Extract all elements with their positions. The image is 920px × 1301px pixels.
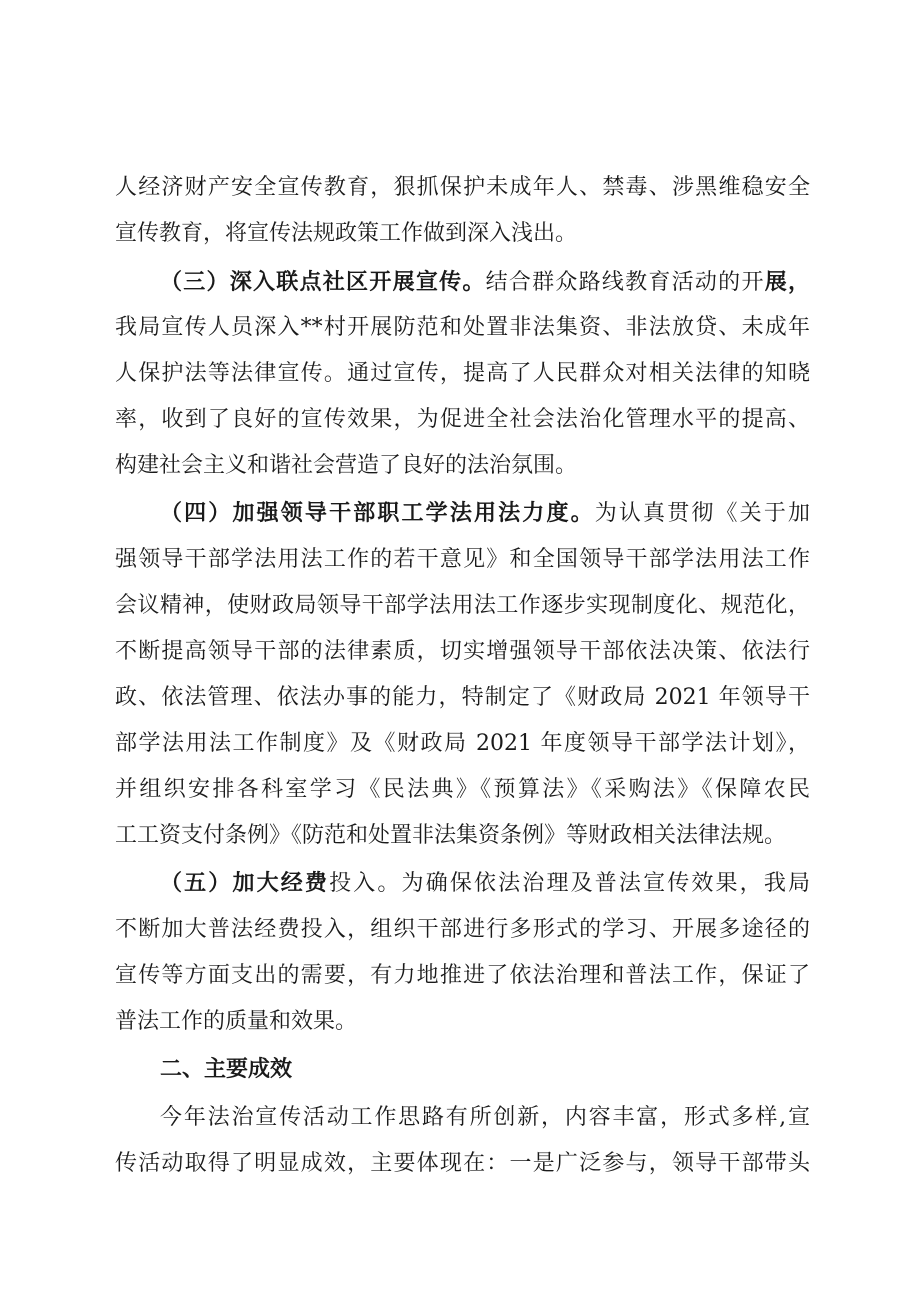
paragraph-3-line-4: 不断提高领导干部的法律素质，切实增强领导干部依法决策、依法行 — [115, 639, 810, 664]
paragraph-4-first-line-text: 投入。为确保依法治理及普法宣传效果，我局 — [329, 871, 810, 896]
paragraph-3-first-line-text: 为认真贯彻《关于加 — [594, 501, 810, 526]
paragraph-1-line-1: 人经济财产安全宣传教育，狠抓保护未成年人、禁毒、涉黑维稳安全 — [115, 175, 810, 200]
paragraph-5-line-2: 传活动取得了明显成效，主要体现在：一是广泛参与，领导干部带头 — [115, 1151, 810, 1176]
paragraph-2-line-2: 我局宣传人员深入**村开展防范和处置非法集资、非法放贷、未成年 — [115, 315, 810, 340]
paragraph-2-line-3: 人保护法等法律宣传。通过宣传，提高了人民群众对相关法律的知晓 — [115, 361, 810, 386]
paragraph-4-heading: （五）加大经费 — [160, 871, 330, 896]
paragraph-3-line-6: 部学法用法工作制度》及《财政局 2021 年度领导干部学法计划》， — [115, 731, 810, 756]
paragraph-4-line-3: 宣传等方面支出的需要，有力地推进了依法治理和普法工作，保证了 — [115, 963, 810, 988]
paragraph-4-line-4: 普法工作的质量和效果。 — [115, 1009, 358, 1034]
paragraph-2-line-1 — [160, 262, 810, 302]
paragraph-2-first-line-text: 结合群众路线教育活动的开 — [485, 270, 765, 295]
paragraph-3-line-5: 政、依法管理、依法办事的能力，特制定了《财政局 2021 年领导干 — [115, 685, 810, 710]
paragraph-2-heading: （三）深入联点社区开展宣传。 — [160, 270, 486, 295]
paragraph-3-line-8: 工工资支付条例》《防范和处置非法集资条例》等财政相关法律法规。 — [115, 823, 787, 848]
section-heading: 二、主要成效 — [160, 1057, 293, 1082]
paragraph-2-line-4: 率，收到了良好的宣传效果，为促进全社会法治化管理水平的提高、 — [115, 407, 810, 432]
paragraph-3-line-1 — [160, 494, 810, 534]
paragraph-5-line-1: 今年法治宣传活动工作思路有所创新，内容丰富，形式多样,宣 — [160, 1105, 810, 1130]
paragraph-3-line-3: 会议精神，使财政局领导干部学法用法工作逐步实现制度化、规范化， — [115, 593, 810, 618]
paragraph-4-line-1 — [160, 864, 810, 904]
paragraph-2-line-5: 构建社会主义和谐社会营造了良好的法治氛围。 — [115, 453, 578, 478]
paragraph-3-line-7: 并组织安排各科室学习《民法典》《预算法》《采购法》《保障农民 — [115, 777, 810, 802]
paragraph-1-line-2: 宣传教育，将宣传法规政策工作做到深入浅出。 — [115, 221, 578, 246]
paragraph-4-line-2: 不断加大普法经费投入，组织干部进行多形式的学习、开展多途径的 — [115, 917, 810, 942]
paragraph-3-heading: （四）加强领导干部职工学法用法力度。 — [160, 501, 595, 526]
paragraph-3-line-2: 强领导干部学法用法工作的若干意见》和全国领导干部学法用法工作 — [115, 547, 810, 572]
paragraph-2-first-line-tail: 展， — [764, 269, 810, 295]
